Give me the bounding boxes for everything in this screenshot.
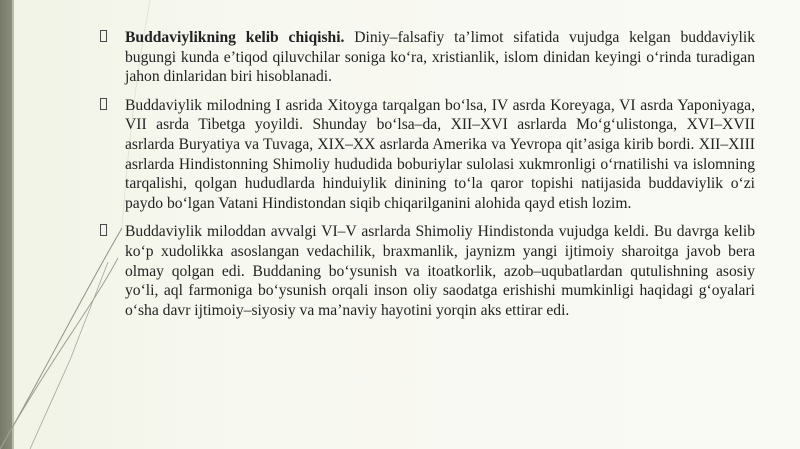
paragraph-1-lead: Buddaviylikning kelib chiqishi.	[125, 29, 345, 46]
paragraph-2	[100, 96, 755, 214]
bullet-icon	[100, 98, 107, 110]
left-accent-edge	[12, 0, 14, 449]
paragraph-1	[100, 28, 755, 87]
paragraph-2-text: Buddaviylik milodning I asrida Xitoyga tarqalgan boʻlsa, IV asrda Koreyaga, VI asrda Yaponiyaga, VII asrda Tibetga yoyildi. Shunday boʻlsa–da, XII–XVI asrlarda Moʻgʻulistonga, XVI–XVII asrlarda Buryatiya va Tuvaga, XIX–XX asrlarda Amerika va Yevropa qit’asiga kirib bordi. XII–XIII asrlarda Hindistonning Shimoliy hududida boburiylar sulolasi xukmronligi oʻrnatilishi va islomning tarqalishi, qolgan hududlarda hinduiylik dinining toʻla qaror topishi natijasida buddaviylik oʻzi paydo boʻlgan Vatani Hindistondan siqib chiqarilganini alohida qayd etish lozim.	[125, 96, 755, 212]
paragraph-3	[100, 222, 755, 320]
paragraph-1-text: Diniy–falsafiy ta’limot sifatida vujudga kelgan buddaviylik bugungi kunda e’tiqod qiluvchilar soniga koʻra, xristianlik, islom dinidan keyingi oʻrinda turadigan jahon dinlaridan biri hisoblanadi.	[125, 29, 755, 86]
content-area	[100, 28, 755, 329]
left-accent-bar	[0, 0, 12, 449]
bullet-icon	[100, 224, 107, 236]
paragraph-3-text: Buddaviylik miloddan avvalgi VI–V asrlarda Shimoliy Hindistonda vujudga keldi. Bu davrga kelib koʻp xudolikka asoslangan vedachilik, braxmanlik, jaynizm yangi ijtimoiy sharoitga javob bera olmay qolgan edi. Buddaning boʻysunish va itoatkorlik, azob–uqubatlardan qutulishning asosiy yoʻli, aql farmoniga boʻysunish orqali inson oliy saodatga erishishi mumkinligi haqidagi gʻoyalari oʻsha davr ijtimoiy–siyosiy va ma’naviy hayotini yorqin aks ettirar edi.	[125, 223, 755, 319]
bullet-icon	[100, 30, 107, 42]
